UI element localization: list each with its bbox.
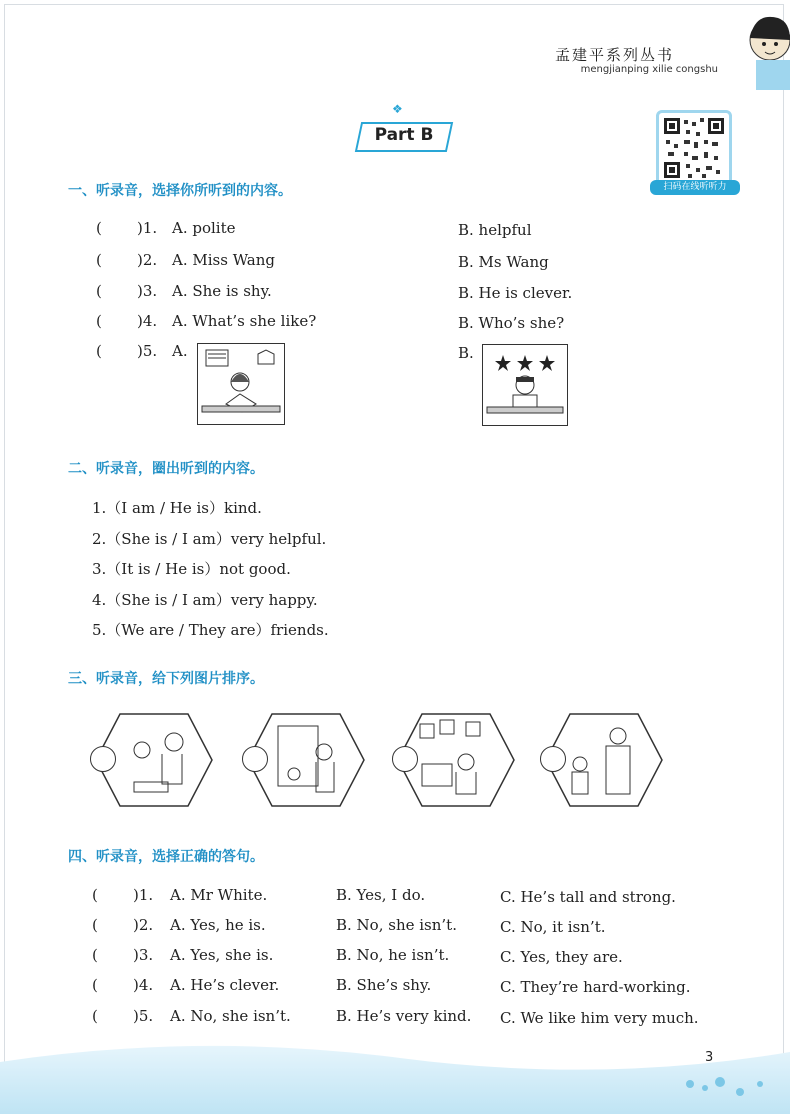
circle-item[interactable]: 5.（We are / They are）friends. xyxy=(92,621,329,639)
option-a[interactable]: A. No, she isn’t. xyxy=(170,1007,291,1025)
section3-heading: 三、听录音，给下列图片排序。 xyxy=(68,671,264,687)
option-b[interactable]: B. He is clever. xyxy=(458,284,573,302)
option-c[interactable]: C. We like him very much. xyxy=(500,1009,699,1027)
circle-item[interactable]: 3.（It is / He is）not good. xyxy=(92,560,291,578)
section1-heading: 一、听录音，选择你所听到的内容。 xyxy=(68,183,292,199)
item-number: )2. xyxy=(137,251,158,269)
circle-item[interactable]: 1.（I am / He is）kind. xyxy=(92,499,262,517)
item-number: )5. xyxy=(133,1007,154,1025)
option-b[interactable]: B. No, he isn’t. xyxy=(336,946,450,964)
order-circle[interactable] xyxy=(90,746,116,772)
section2-heading: 二、听录音，圈出听到的内容。 xyxy=(68,461,264,477)
picture-girl-reading[interactable] xyxy=(197,343,285,425)
option-a[interactable]: A. Miss Wang xyxy=(172,251,276,269)
option-b[interactable]: B. No, she isn’t. xyxy=(336,916,457,934)
option-b[interactable]: B. He’s very kind. xyxy=(336,1007,472,1025)
option-a[interactable]: A. Yes, he is. xyxy=(170,916,266,934)
option-b[interactable]: B. xyxy=(458,344,474,362)
picture-hex-4[interactable] xyxy=(542,712,668,808)
part-title: Part B xyxy=(358,118,454,154)
footer-wave xyxy=(0,1022,790,1114)
circle-item[interactable]: 2.（She is / I am）very helpful. xyxy=(92,530,327,548)
item-number: )1. xyxy=(137,219,158,237)
item-number: )5. xyxy=(137,342,158,360)
option-b[interactable]: B. helpful xyxy=(458,221,532,239)
option-a[interactable]: A. He’s clever. xyxy=(170,976,280,994)
item-number: )2. xyxy=(133,916,154,934)
item-number: )1. xyxy=(133,886,154,904)
item-number: )3. xyxy=(133,946,154,964)
item-number: )3. xyxy=(137,282,158,300)
option-b[interactable]: B. Yes, I do. xyxy=(336,886,426,904)
option-a[interactable]: A. polite xyxy=(172,219,236,237)
option-b[interactable]: B. Who’s she? xyxy=(458,314,565,332)
option-a[interactable]: A. Mr White. xyxy=(170,886,268,904)
option-a[interactable]: A. What’s she like? xyxy=(172,312,317,330)
item-number: )4. xyxy=(137,312,158,330)
picture-hex-1[interactable] xyxy=(92,712,218,808)
picture-hex-2[interactable] xyxy=(244,712,370,808)
section4-heading: 四、听录音，选择正确的答句。 xyxy=(68,849,264,865)
option-a[interactable]: A. She is shy. xyxy=(172,282,272,300)
picture-boy-stars[interactable] xyxy=(482,344,568,426)
qr-code[interactable] xyxy=(656,110,732,186)
option-a[interactable]: A. xyxy=(172,342,188,360)
series-pinyin: mengjianping xilie congshu xyxy=(580,64,718,75)
option-c[interactable]: C. They’re hard-working. xyxy=(500,978,691,996)
qr-caption: 扫码在线听听力 xyxy=(650,180,740,195)
option-b[interactable]: B. She’s shy. xyxy=(336,976,432,994)
option-c[interactable]: C. Yes, they are. xyxy=(500,948,623,966)
option-c[interactable]: C. He’s tall and strong. xyxy=(500,888,676,906)
option-c[interactable]: C. No, it isn’t. xyxy=(500,918,606,936)
circle-item[interactable]: 4.（She is / I am）very happy. xyxy=(92,591,318,609)
order-circle[interactable] xyxy=(392,746,418,772)
picture-hex-3[interactable] xyxy=(394,712,520,808)
series-title: 孟建平系列丛书 xyxy=(554,46,674,64)
item-number: )4. xyxy=(133,976,154,994)
part-ornament-icon: ❖ xyxy=(392,102,403,116)
option-b[interactable]: B. Ms Wang xyxy=(458,253,549,271)
order-circle[interactable] xyxy=(242,746,268,772)
mascot-icon xyxy=(730,0,790,90)
page-number: 3 xyxy=(705,1050,714,1065)
order-circle[interactable] xyxy=(540,746,566,772)
option-a[interactable]: A. Yes, she is. xyxy=(170,946,274,964)
